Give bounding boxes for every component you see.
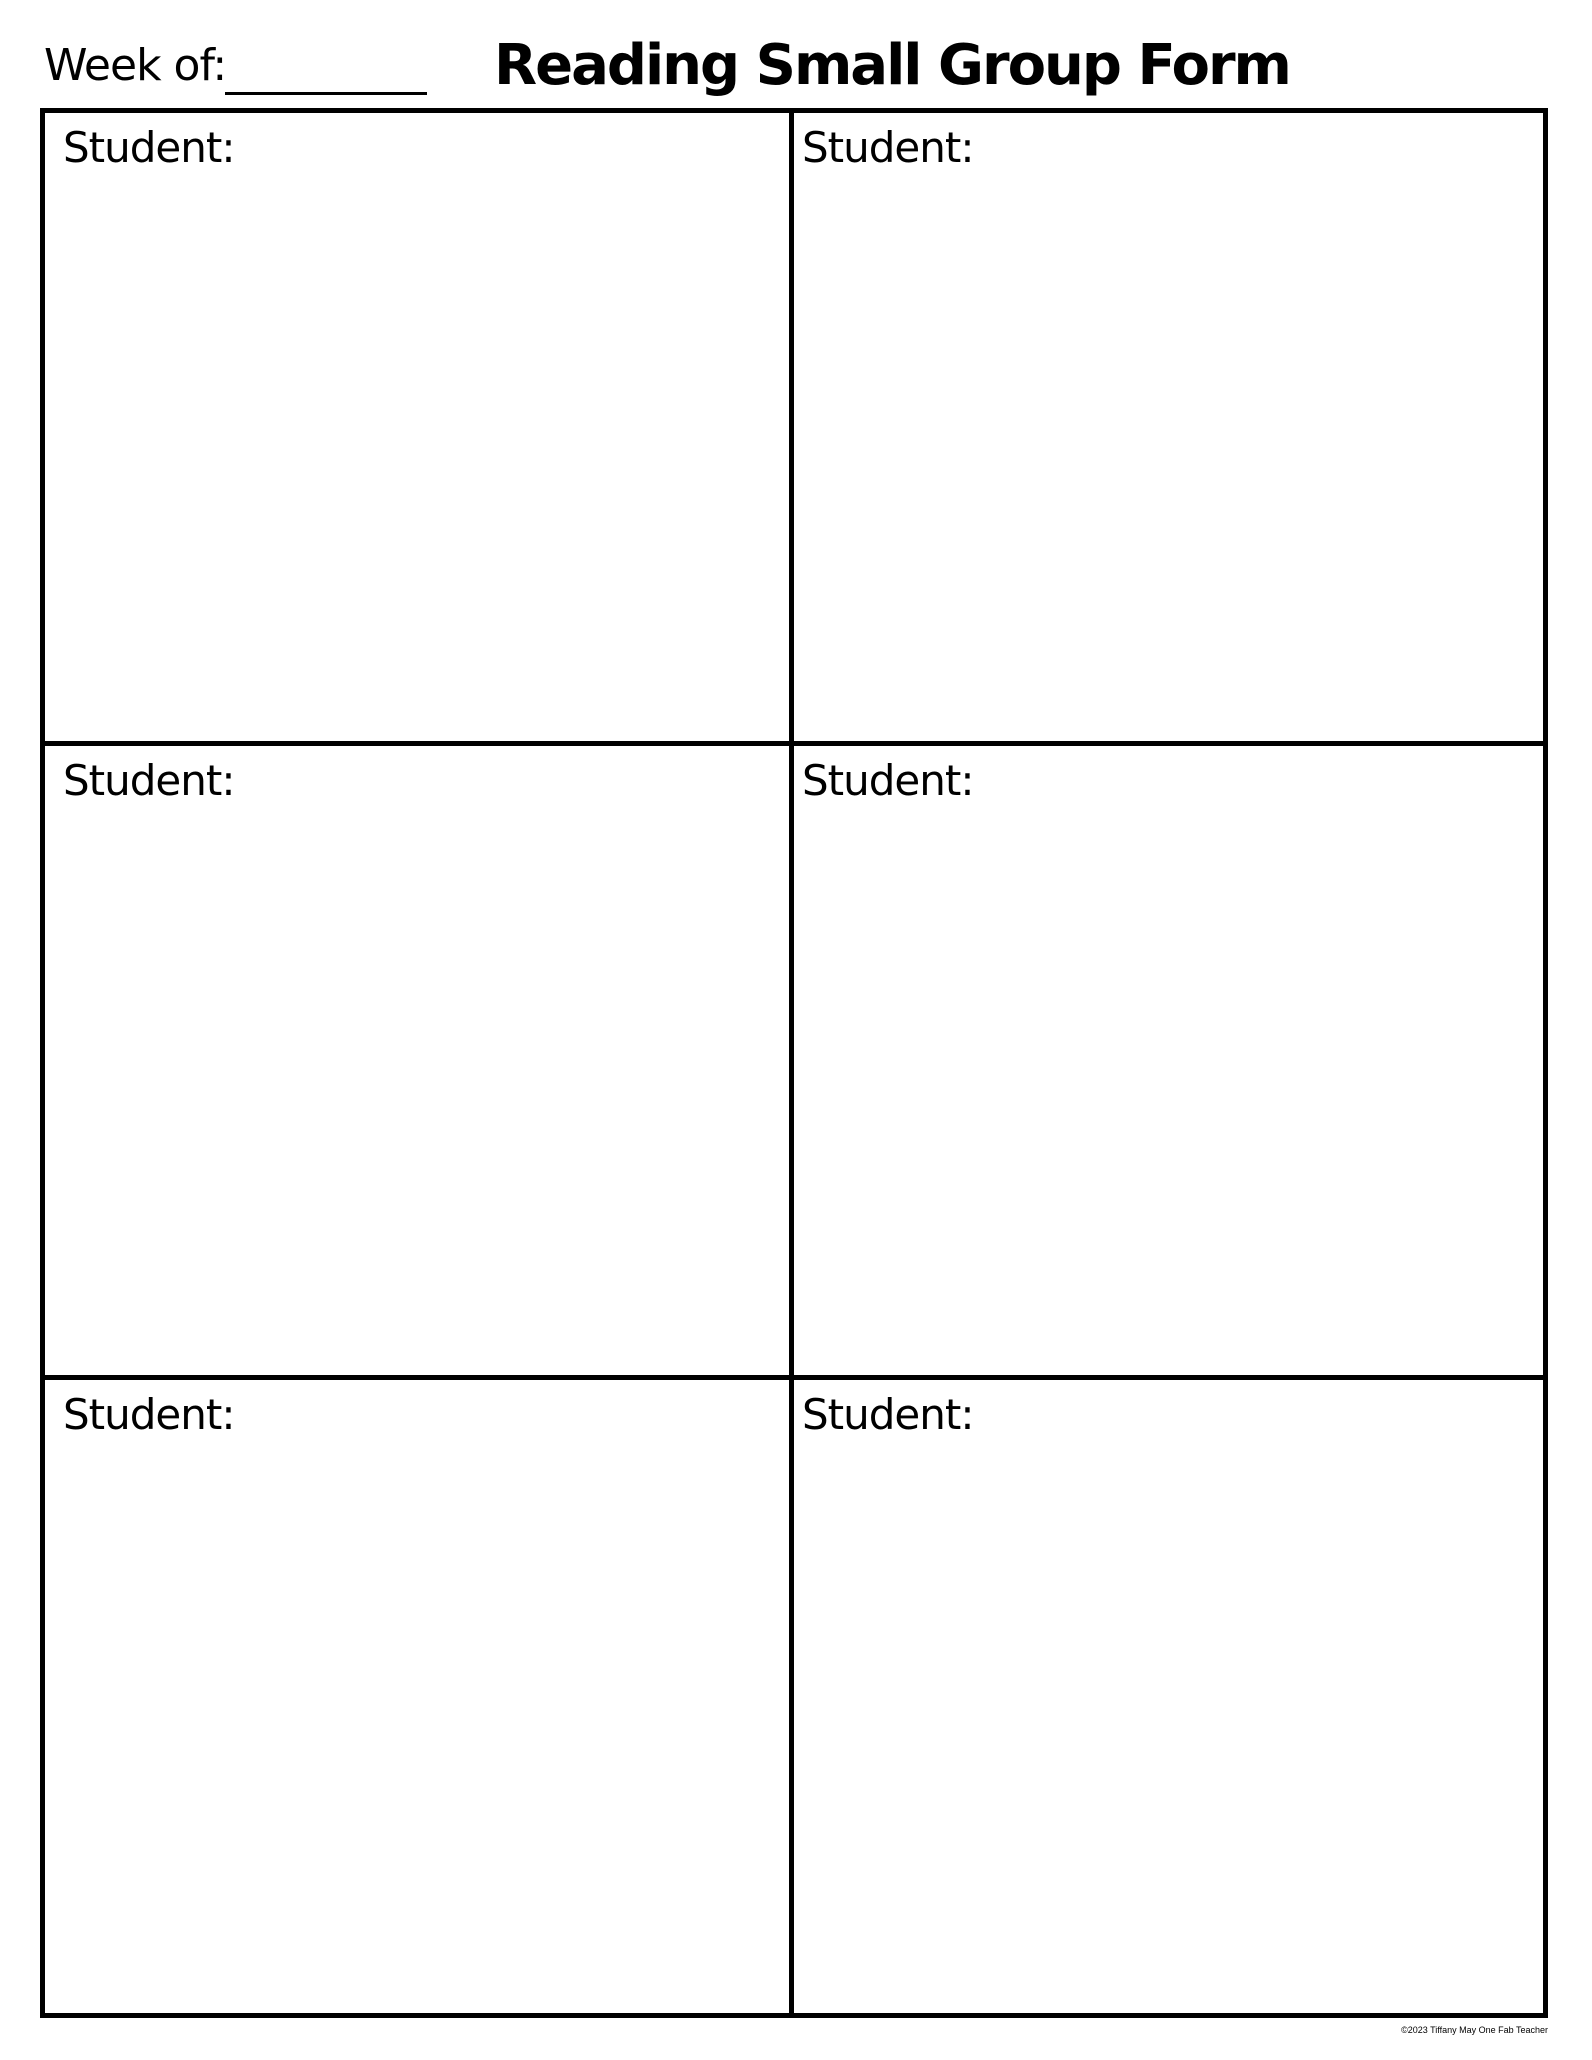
student-box-5[interactable]	[45, 1380, 794, 2013]
page-title: Reading Small Group Form	[494, 33, 1290, 98]
copyright-notice: ©2023 Tiffany May One Fab Teacher	[1401, 2025, 1548, 2035]
student-label: Student:	[802, 123, 974, 172]
student-box-6[interactable]	[794, 1380, 1543, 2013]
student-label: Student:	[63, 756, 235, 806]
student-label: Student:	[802, 756, 974, 806]
form-header	[0, 0, 1592, 108]
student-label: Student:	[63, 1389, 235, 1439]
student-box-4[interactable]	[794, 746, 1543, 1379]
student-box-1[interactable]	[45, 113, 794, 746]
week-of-blank-line[interactable]	[225, 92, 427, 95]
week-of-label: Week of:	[44, 40, 227, 91]
student-box-2[interactable]	[794, 113, 1543, 746]
student-label: Student:	[802, 1389, 974, 1439]
student-label: Student:	[63, 123, 235, 172]
student-box-3[interactable]	[45, 746, 794, 1379]
student-grid	[40, 108, 1548, 2018]
